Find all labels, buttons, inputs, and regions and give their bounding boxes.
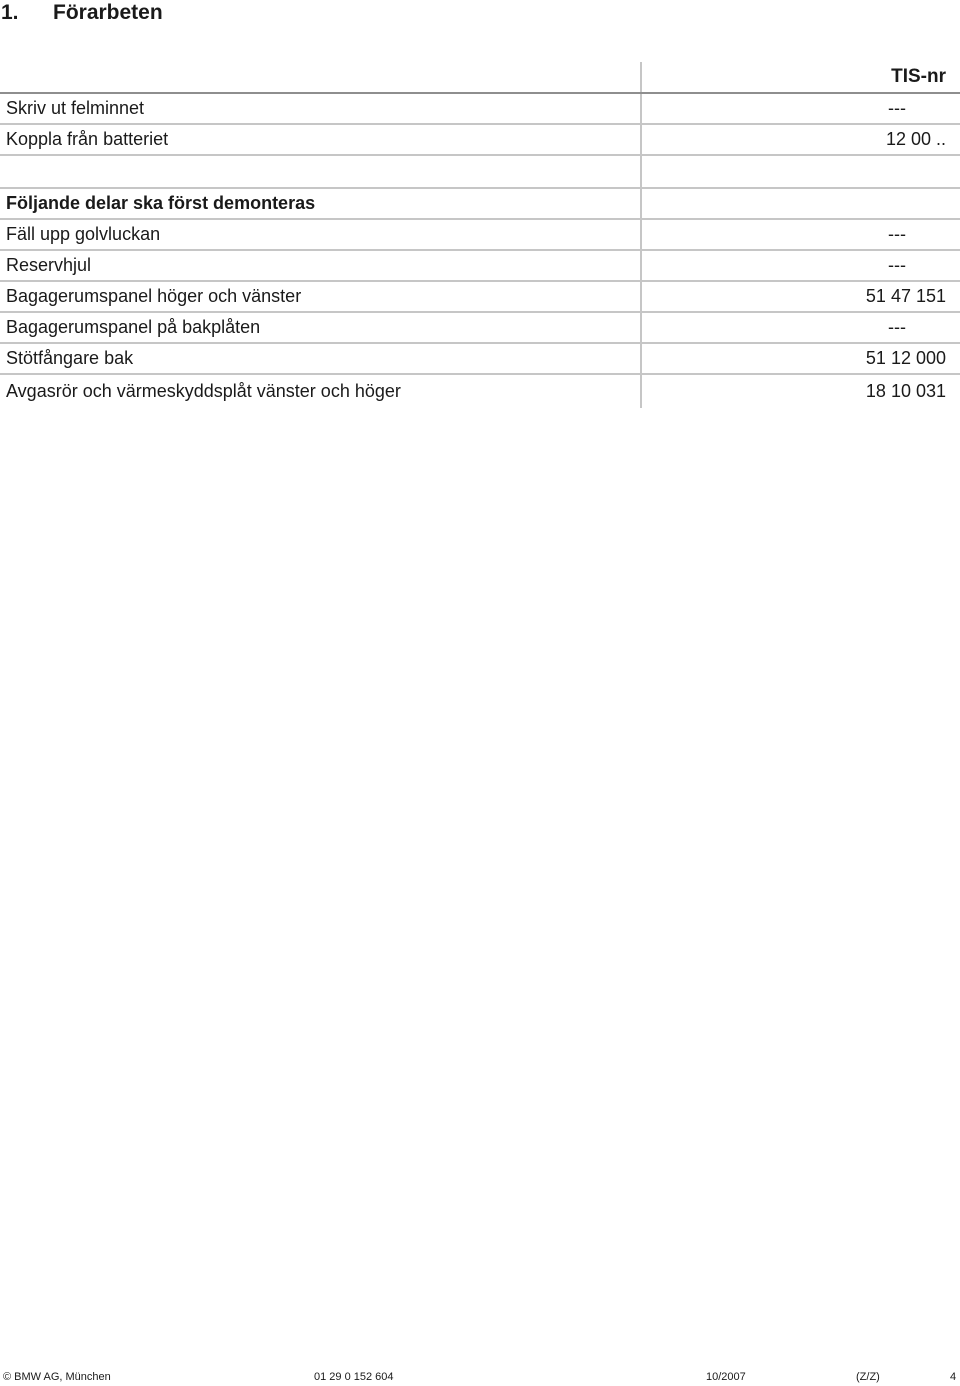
tis-number: 18 10 031 — [865, 381, 946, 401]
section-title: Förarbeten — [53, 1, 163, 24]
table-row — [0, 344, 960, 375]
table-subheading-row — [0, 189, 960, 220]
table-header-blank-cell — [0, 62, 642, 92]
section-number: 1. — [1, 1, 19, 24]
procedure-table — [0, 62, 960, 408]
footer-page-number: 4 — [950, 1371, 957, 1383]
tis-number: --- — [888, 255, 906, 275]
tis-number: --- — [888, 317, 906, 337]
footer-copyright: © BMW AG, München — [3, 1371, 111, 1383]
tis-number — [642, 156, 960, 187]
tis-number — [642, 189, 960, 218]
step-text: Bagagerumspanel höger och vänster — [0, 282, 642, 311]
table-row — [0, 94, 960, 125]
step-text: Avgasrör och värmeskyddsplåt vänster och höger — [0, 375, 642, 408]
table-row — [0, 282, 960, 313]
table-row-blank — [0, 156, 960, 189]
footer-code: (Z/Z) — [856, 1371, 880, 1383]
tis-column-header: TIS-nr — [891, 66, 946, 87]
tis-number: 51 47 151 — [865, 286, 946, 306]
tis-number: --- — [888, 224, 906, 244]
step-text: Skriv ut felminnet — [0, 94, 642, 123]
footer-date: 10/2007 — [706, 1371, 746, 1383]
step-text: Stötfångare bak — [0, 344, 642, 373]
tis-number: 51 12 000 — [865, 348, 946, 368]
table-row — [0, 313, 960, 344]
tis-number: --- — [888, 98, 906, 118]
subheading-text: Följande delar ska först demonteras — [0, 189, 642, 218]
tis-number: 12 00 .. — [885, 129, 946, 149]
table-row — [0, 375, 960, 408]
table-row — [0, 251, 960, 282]
table-row — [0, 125, 960, 156]
table-header-row — [0, 62, 960, 94]
step-text: Fäll upp golvluckan — [0, 220, 642, 249]
page-footer — [0, 1369, 960, 1386]
step-text: Reservhjul — [0, 251, 642, 280]
section-heading — [0, 0, 163, 26]
step-text: Koppla från batteriet — [0, 125, 642, 154]
footer-document-number: 01 29 0 152 604 — [314, 1371, 394, 1383]
step-text — [0, 156, 642, 187]
table-row — [0, 220, 960, 251]
step-text: Bagagerumspanel på bakplåten — [0, 313, 642, 342]
